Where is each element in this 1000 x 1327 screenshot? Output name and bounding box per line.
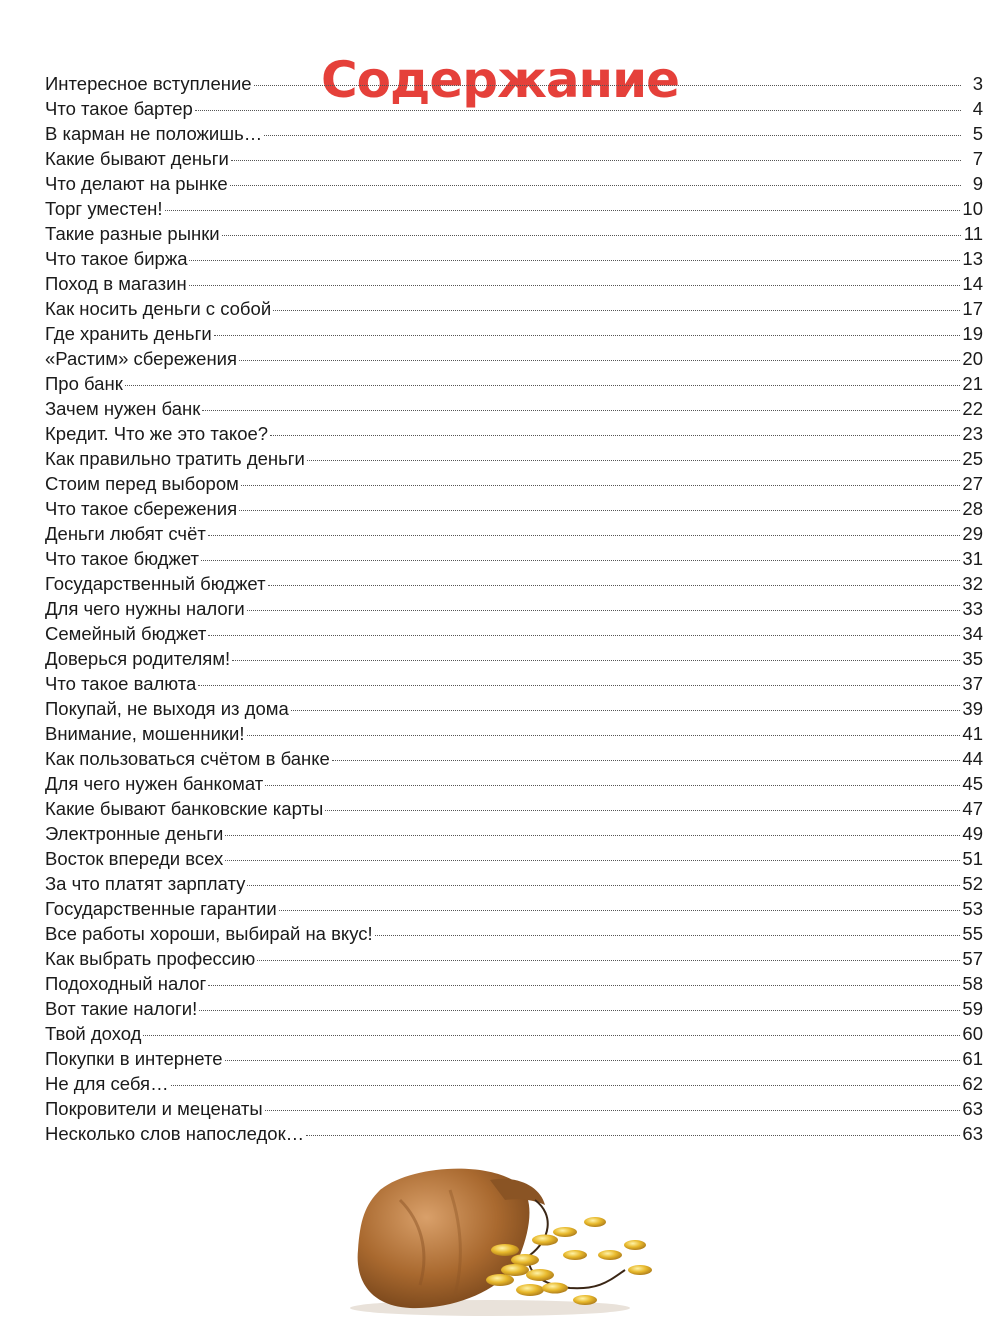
toc-entry-title: Несколько слов напоследок… [45,1123,305,1144]
toc-entry-title: Твой доход [45,1023,142,1044]
toc-entry [45,1121,983,1146]
toc-entry [45,71,983,96]
dot-leader [189,260,960,261]
dot-leader [332,760,961,761]
toc-entry-title: Подоходный налог [45,973,207,994]
dot-leader [247,610,961,611]
toc-entry-page: 55 [962,923,983,944]
toc-entry-title: Как правильно тратить деньги [45,448,305,469]
toc-entry-page: 20 [962,348,983,369]
dot-leader [239,510,960,511]
toc-entry-title: «Растим» сбережения [45,348,238,369]
dot-leader [265,785,960,786]
toc-entry-title: Вот такие налоги! [45,998,198,1019]
toc-entry-title: Что такое биржа [45,248,188,269]
toc-entry [45,346,983,371]
toc-entry-title: Восток впереди всех [45,848,224,869]
toc-entry-page: 19 [962,323,983,344]
toc-entry-title: Все работы хороши, выбирай на вкус! [45,923,373,944]
toc-entry-page: 63 [962,1123,983,1144]
toc-entry-title: Что такое бартер [45,98,193,119]
toc-entry-page: 14 [962,273,983,294]
toc-entry-page: 37 [962,673,983,694]
toc-entry-page: 17 [962,298,983,319]
toc-entry-title: Покровители и меценаты [45,1098,263,1119]
toc-entry [45,321,983,346]
toc-entry-title: Для чего нужен банкомат [45,773,264,794]
toc-entry-page: 51 [962,848,983,869]
toc-entry-title: Государственный бюджет [45,573,266,594]
dot-leader [291,710,961,711]
toc-entry-title: Такие разные рынки [45,223,220,244]
toc-entry-page: 34 [962,623,983,644]
toc-entry-page: 9 [972,173,983,194]
toc-entry [45,146,983,171]
toc-entry [45,421,983,446]
dot-leader [307,460,961,461]
toc-entry-page: 33 [962,598,983,619]
toc-entry [45,1021,983,1046]
toc-entry-title: Как носить деньги с собой [45,298,272,319]
toc-entry [45,746,983,771]
toc-entry-title: Что такое валюта [45,673,197,694]
toc-entry [45,646,983,671]
toc-entry-page: 7 [972,148,983,169]
toc-entry-page: 63 [962,1098,983,1119]
dot-leader [222,235,961,236]
toc-entry-page: 11 [963,223,983,244]
dot-leader [208,535,961,536]
dot-leader [306,1135,960,1136]
dot-leader [239,360,960,361]
toc-entry [45,971,983,996]
toc-entry [45,1096,983,1121]
toc-entry-page: 45 [962,773,983,794]
toc-entry [45,946,983,971]
toc-entry [45,871,983,896]
toc-entry [45,96,983,121]
toc-entry-title: Где хранить деньги [45,323,212,344]
dot-leader [257,960,960,961]
dot-leader [247,735,961,736]
toc-entry [45,496,983,521]
toc-entry-title: Какие бывают деньги [45,148,229,169]
toc-entry [45,196,983,221]
toc-entry [45,696,983,721]
dot-leader [225,835,960,836]
toc-entry [45,771,983,796]
dot-leader [265,1110,961,1111]
toc-entry-title: Про банк [45,373,123,394]
toc-entry-title: Не для себя… [45,1073,169,1094]
toc-entry-page: 41 [962,723,983,744]
toc-entry-page: 59 [962,998,983,1019]
toc-entry [45,821,983,846]
dot-leader [143,1035,960,1036]
toc-entry [45,571,983,596]
toc-entry [45,671,983,696]
dot-leader [264,135,961,136]
toc-entry-page: 32 [962,573,983,594]
dot-leader [225,1060,961,1061]
toc-entry-title: За что платят зарплату [45,873,246,894]
toc-entry [45,896,983,921]
toc-entry [45,271,983,296]
toc-entry [45,546,983,571]
toc-entry [45,796,983,821]
toc-entry-page: 61 [962,1048,983,1069]
toc-entry-title: Деньги любят счёт [45,523,206,544]
table-of-contents [45,71,983,1146]
dot-leader [214,335,961,336]
toc-entry [45,921,983,946]
toc-entry-title: Что такое бюджет [45,548,199,569]
toc-entry [45,121,983,146]
toc-entry-title: Доверься родителям! [45,648,231,669]
toc-entry [45,371,983,396]
page-title: Содержание [320,50,680,109]
toc-entry-page: 5 [972,123,983,144]
toc-entry-page: 62 [962,1073,983,1094]
dot-leader [202,410,960,411]
toc-entry-title: Стоим перед выбором [45,473,239,494]
toc-entry-title: Интересное вступление [45,73,252,94]
dot-leader [208,635,960,636]
toc-entry [45,596,983,621]
toc-entry [45,996,983,1021]
dot-leader [225,860,960,861]
dot-leader [273,310,960,311]
toc-entry-title: Покупки в интернете [45,1048,223,1069]
dot-leader [232,660,960,661]
toc-entry-title: Семейный бюджет [45,623,207,644]
dot-leader [375,935,961,936]
dot-leader [195,110,961,111]
toc-entry-page: 22 [962,398,983,419]
toc-entry-page: 4 [972,98,983,119]
toc-entry-page: 47 [962,798,983,819]
dot-leader [199,1010,960,1011]
toc-entry [45,246,983,271]
toc-entry-page: 52 [962,873,983,894]
toc-entry-page: 39 [962,698,983,719]
toc-entry [45,396,983,421]
dot-leader [201,560,960,561]
toc-entry-title: Как пользоваться счётом в банке [45,748,330,769]
toc-entry [45,521,983,546]
toc-entry-page: 60 [962,1023,983,1044]
toc-entry-page: 35 [962,648,983,669]
dot-leader [279,910,961,911]
toc-entry-page: 23 [962,423,983,444]
toc-entry-title: Поход в магазин [45,273,187,294]
toc-entry-page: 21 [962,373,983,394]
toc-entry-title: Покупай, не выходя из дома [45,698,289,719]
toc-entry-title: Как выбрать профессию [45,948,256,969]
dot-leader [165,210,961,211]
toc-entry-title: Для чего нужны налоги [45,598,245,619]
toc-entry-page: 31 [962,548,983,569]
toc-entry-page: 29 [962,523,983,544]
money-bag-with-coins-icon [340,1160,680,1320]
toc-entry [45,446,983,471]
toc-entry [45,846,983,871]
toc-entry [45,621,983,646]
dot-leader [171,1085,961,1086]
dot-leader [254,85,961,86]
toc-entry [45,471,983,496]
toc-entry-page: 28 [962,498,983,519]
toc-entry [45,296,983,321]
toc-entry-page: 27 [962,473,983,494]
dot-leader [231,160,961,161]
toc-entry-title: Государственные гарантии [45,898,277,919]
dot-leader [198,685,960,686]
toc-entry [45,721,983,746]
toc-entry-page: 10 [962,198,983,219]
dot-leader [268,585,961,586]
toc-entry [45,171,983,196]
toc-entry-page: 49 [962,823,983,844]
dot-leader [247,885,960,886]
dot-leader [230,185,961,186]
dot-leader [270,435,960,436]
toc-entry-page: 57 [962,948,983,969]
toc-entry-title: Что делают на рынке [45,173,228,194]
toc-entry-title: Кредит. Что же это такое? [45,423,269,444]
toc-entry-title: Какие бывают банковские карты [45,798,324,819]
dot-leader [241,485,961,486]
toc-entry-title: Внимание, мошенники! [45,723,245,744]
toc-entry-page: 44 [962,748,983,769]
dot-leader [325,810,960,811]
toc-entry-page: 53 [962,898,983,919]
toc-entry-title: Что такое сбережения [45,498,238,519]
toc-entry [45,1071,983,1096]
dot-leader [208,985,960,986]
toc-entry-page: 3 [972,73,983,94]
dot-leader [189,285,961,286]
toc-entry [45,1046,983,1071]
toc-entry [45,221,983,246]
toc-entry-title: Торг уместен! [45,198,163,219]
toc-entry-title: Электронные деньги [45,823,224,844]
toc-entry-title: В карман не положишь… [45,123,263,144]
toc-entry-title: Зачем нужен банк [45,398,201,419]
toc-entry-page: 13 [962,248,983,269]
toc-entry-page: 58 [962,973,983,994]
dot-leader [125,385,961,386]
toc-entry-page: 25 [962,448,983,469]
